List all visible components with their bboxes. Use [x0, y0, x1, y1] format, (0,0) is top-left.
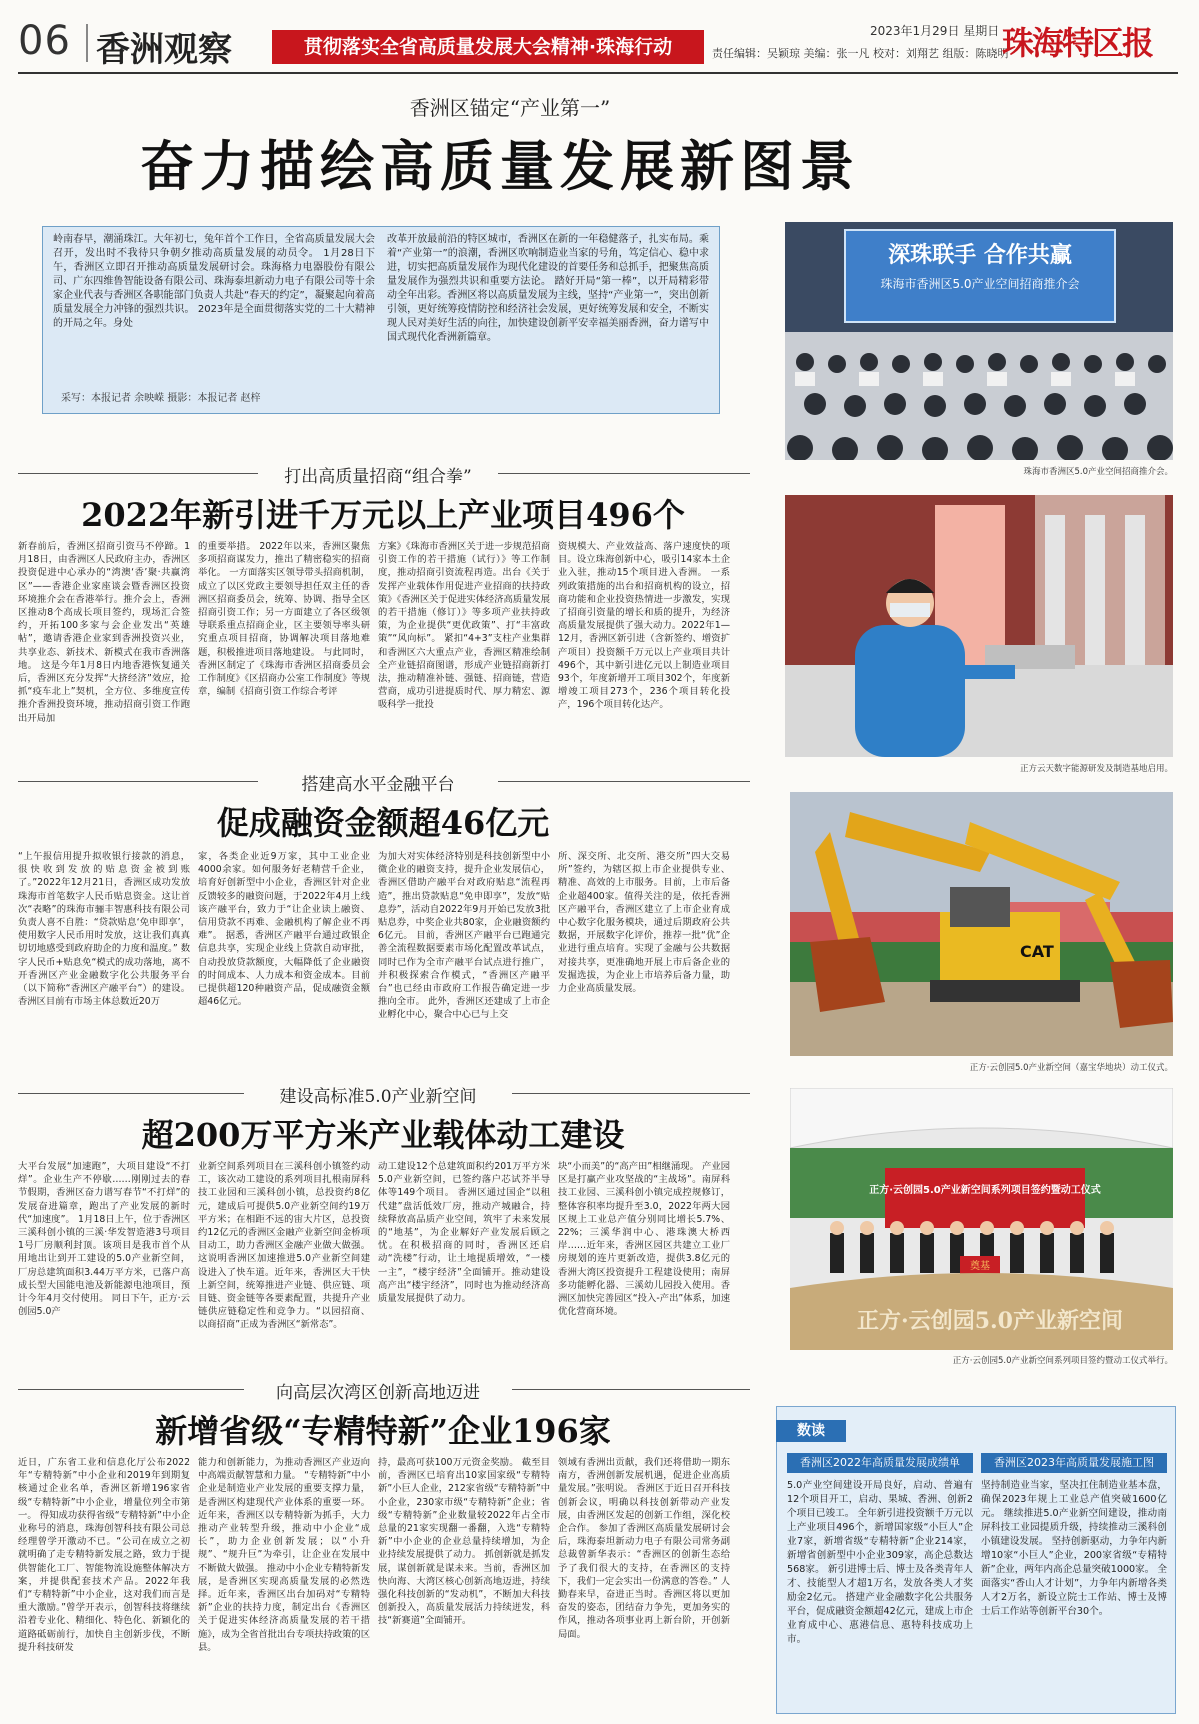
newspaper-logo: 珠海特区报: [1002, 24, 1153, 62]
sec3-kicker: 建设高标准5.0产业新空间: [279, 1087, 477, 1107]
sec3-column-3: 动工建设12个总建筑面积约201万平方米5.0产业新空间，已签约落户芯试芥半导体等149个项目。 香洲区通过国企“以租代建”盘活低效厂房，推动产城融合，持续释放高品质产业空间，筑牢了未来发展的“地基”，为企业解好产业发展后顾之忧。在积极招商的同时，香洲区还启动“洗楼”行动，让土地提质增效，“一楼一主”，“楼宇经济”全面铺开。推动建设高产出“楼宇经济”，同时也为推动经济高质量发展提供了动力。: [378, 1161, 550, 1305]
editor-credits: 责任编辑：吴颖琼 美编：张一凡 校对：刘翔艺 组版：陈晓明: [712, 47, 1009, 60]
sec2-column-2: 家，各类企业近9万家，其中工业企业4000余家。如何服务好老精营千企业，培育好创新型中小企业，香洲区针对企业反馈较多的融资问题，于2022年4月上线该产融平台，致力于“让企业读上融资、信用贷款不再难、金融机构了解企业不再难”。 据悉，香洲区产融平台通过政银企信息共享，实现企业线上贷款自动审批，自动投放贷款额度，大幅降低了企业融资的时间成本、人力成本和资金成本。目前已提供超120种融资产品，促成融资金额超46亿元。: [198, 851, 370, 1008]
sec3-column-2: 业新空间系列项目在三溪科创小镇签约动工，该次动工建设的系列项目扎根南屏科技工业园和三溪科创小镇，总投资约8亿元，建成后可提供5.0产业新空间约19万平方米；在相距不远的宙大片区，总投资约12亿元的香洲区金融产业新空间金桥项目动工，助力香洲区金融产业做大做强。 这说明香洲区加速推进5.0产业新空间建设进入了快车道。近年来，香洲区大干快上新空间，统筹推进产业链、供应链、项目链、资金链等各要素配置，共提升产业链供应链稳定性和竞争力。“以园招商、以商招商”正成为香洲区“新常态”。: [198, 1161, 370, 1331]
photo1-caption: 珠海市香洲区5.0产业空间招商推介会。: [1023, 467, 1173, 477]
ceremony-illustration: [790, 1088, 1173, 1350]
sec1-column-3: 方案》《珠海市香洲区关于进一步规范招商引资工作的若干措施（试行）》等工作制度，推动招商引资流程再造。出台《关于发挥产业载体作用促进产业招商的扶持政策》《香洲区关于促进实体经济高质量发展的若干措施（修订）》等多项产业扶持政策，为企业提供“更优政策”、打“丰富政策”“风向标”。 紧扣“4+3”支柱产业集群和香洲区六大重点产业，香洲区精准绘制全产业链招商图谱，形成产业链招商新打法，推动精准补链、强链、招商链，营造营商，成功引进提质时代、厚力精宏、源吸科学一批投: [378, 541, 550, 711]
sidebar-box1-text: 5.0产业空间建设开局良好，启动、普遍有12个项目开工，启动、果城、香洲、创新2个项目已竣工。 全年新引进投资额千万元以上产业项目496个，新增国家级“小巨人”企业7家，新增省级“专精特新”企业214家，新增省创新型中小企业309家，高企总数达568家。 新引进博士后、博士及各类青年人才、技能型人才超1万名，发放各类人才奖励金2亿元。 搭建产业金融数字化公共服务平台，促成融资金额超42亿元，建成上市企业育成中心、惠港信息、惠特科技成功上市。: [787, 1480, 973, 1645]
sec3-rule-right: [512, 1093, 750, 1094]
sec1-kicker: 打出高质量招商“组合拳”: [284, 467, 472, 487]
sec2-column-1: “上午报信用提升拟收银行接款的消息，很快收到发放的贴息资金被到账了。”2022年12月21日，香洲区成功发放珠海市首笔数字人民币贴息资金。这让首次“表略”的珠海市骊丰智惠科技有限公司负责人喜不自胜：“贷款贴息‘免申即享’，使用数字人民币用时发放，这让我们真真切切地感受到政府助企的力度和温度。” 数字人民币+贴息免“模式的成功落地，离不开香洲区产业金融数字化公共服务平台（以下简称“香洲区产融平台”）的建设。香洲区目前有市场主体总数近20万: [18, 851, 190, 1008]
excavator-illustration: [790, 792, 1173, 1056]
sec4-rule-right: [512, 1389, 750, 1390]
sec4-column-1: 近日，广东省工业和信息化厅公布2022年“专精特新”中小企业和2019年到期复核通过企业名单，香洲区新增196家省级“专精特新”中小企业，增量位列全市第一。 得知成功获得省级“专精特新”中小企业称号的消息，珠海创智科技有限公司总经理曾学开激动不已。“公司在成立之初就明确了走专精特新发展之路，致力于提供智能化工厂、智能物流设施整体解决方案，并提供配套技术产品。2022年我们“专精特新”中小企业，这对我们而言是重大激励。”曾学开表示，创智科技将继续沿着专业化、精细化、特色化、新颖化的道路砥砺前行，加快自主创新步伐，不断提升科技研发: [18, 1457, 190, 1653]
photo-signing-ceremony: [790, 1088, 1173, 1350]
sec4-kicker: 向高层次湾区创新高地迈进: [276, 1383, 480, 1403]
top-kicker: 香洲区锚定“产业第一”: [409, 96, 611, 120]
sec3-column-1: 大平台发展“加速跑”，大项目建设“不打烊”。企业生产不停歇……刚刚过去的春节假期，香洲区奋力谱写春节“不打烊”的发展奋进篇章，跑出了产业发展的新时代“加速度”。 1月18日上午，位于香洲区三溪科创小镇的三溪·华发智造港3号项目1号厂房顺利封顶。该项目是我市首个从用地出让到开工建设的5.0产业新空间，厂房总建筑面积3.44万平方米，已落户高成长型大国能电池及新能源电池项目，预计今年4月交付使用。 同日下午，正方·云创园5.0产: [18, 1161, 190, 1318]
lab-illustration: [785, 495, 1173, 757]
sec1-column-1: 新春前后，香洲区招商引资马不停蹄。1月18日，由香洲区人民政府主办，香洲区投资促进中心承办的“湾澳‘香’聚·共赢湾区”——香港企业家座谈会暨香洲区投资环境推介会在香港举行。推介会上，香洲区推动8个高成长项目签约，现场汇合签约，开拓100多家与会企业发出“英雄帖”，邀请香港企业家到香洲投资兴业，共享业态、新技术、新模式在我市香洲落地。 这是今年1月8日内地香港恢复通关后，香洲区充分发挥“大挤经济”效应，抢抓“疫车北上”契机，全方位、多维度宣传推介香洲投资环境，推动招商引资工作跑出开局加: [18, 541, 190, 724]
theme-banner: 贯彻落实全省高质量发展大会精神·珠海行动: [272, 30, 704, 64]
photo-investment-conference: [785, 222, 1173, 460]
sec3-column-4: 块“小而美”的“高产田”相继涌现。 产业园区是打赢产业攻坚战的“主战场”。南屏科技工业园、三溪科创小镇完成控规修订，整体容积率均提升至3.0，2022年两大园区规上工业总产值分别同比增长5.7%、22%；三溪华润中心、港珠澳大桥西岸……近年来，香洲区园区共建立工业厂房规划的连片更新改造，提供3.8亿元的香洲大湾区投资提升工程建设使用；南屏多功能孵化器、三溪幼儿园投入使用。香洲区加快完善园区“投入-产出”体系，加速优化营商环境。: [558, 1161, 730, 1318]
sec1-column-4: 资规模大、产业效益高、落户速度快的项目。设立珠海创新中心，吸引14家本土企业入驻，推动15个项目进入香洲。 一系列政策措施的出台和招商机构的设立，招商功能和企业投资热情进一步激发，实现了招商引资量的增长和质的提升，为经济高质量发展提供了强大动力。2022年1—12月，香洲区新引进（含新签约、增资扩产项目）投资额千万元以上产业项目共计496个，其中新引进亿元以上制造业项目93个，年度新增开工项目302个，年度新增竣工项目273个，236个项目转化投产，196个项目转化达产。: [558, 541, 730, 711]
sec4-column-3: 持，最高可获100万元资金奖励。 截至目前，香洲区已培育出10家国家级“专精特新”小巨人企业，212家省级“专精特新”中小企业，230家市级“专精特新”企业；省级“专精特新”企业数量较2022年占全市总量的21家实现翻一番翻，入选“专精特新”中小企业的企业总量持续增加，为企业持续发展提供了动力。 抓创新就是抓发展，谋创新就是谋未来。当前，香洲区加快向海、大湾区核心创新高地迈进，持续强化科技创新的“发动机”，不断加大科技创新投入，高质量发展活力持续迸发，科技“新赛道”全面铺开。: [378, 1457, 550, 1627]
sec4-column-2: 能力和创新能力，为推动香洲区产业迈向中高端贡献智慧和力量。 “专精特新”中小企业是制造业产业发展的重要支撑力量，是香洲区构建现代产业体系的重要一环。近年来，香洲区以专精特新为抓手，大力推动产业转型升级，推动中小企业“成长”，助力企业创新发展；以“小升规”、“规升巨”为牵引，让企业在发展中不断做大做强。 推动中小企业专精特新发展，是香洲区实现高质量发展的必然选择。近年来，香洲区出台加码对“专精特新”企业的扶持力度，制定出台《香洲区关于促进实体经济高质量发展的若干措施》，成为全省首批出台专项扶持政策的区县。: [198, 1457, 370, 1653]
data-sidebar: [776, 1406, 1176, 1714]
sec4-column-4: 领域有香洲出贡献，我们还将借助一期东南方，香洲创新发展机遇，促进企业高质量发展。”张明说。 香洲区于近日召开科技创新会议，明确以科技创新带动产业发展，由香洲区发起的创新工作组，深化校企合作。 参加了香洲区高质量发展研讨会后，珠海泰坦新动力电子有限公司常务副总裁曾新华表示：“香洲区的创新生态给予了我们很大的支持，在香洲区的支持下，我们一定会实出一份满意的答卷。” 人勤春来早，奋进正当时。香洲区将以更加奋发的姿态，团结奋力争先，更加务实的作风，推动各项事业再上新台阶，开创新局面。: [558, 1457, 730, 1640]
sec3-headline: 超200万平方米产业载体动工建设: [141, 1116, 625, 1154]
cat-logo-text: CAT: [1020, 942, 1054, 961]
photo3-caption: 正方·云创园5.0产业新空间（嘉宝华地块）动工仪式。: [969, 1063, 1173, 1073]
sec1-headline: 2022年新引进千万元以上产业项目496个: [81, 496, 685, 534]
banner1-line1: 深珠联手 合作共赢: [888, 242, 1072, 268]
byline: 采写：本报记者 余映嵘 摄影：本报记者 赵梓: [61, 393, 261, 404]
sidebar-tab: 数读: [776, 1420, 846, 1442]
banner4-ground-text: 正方·云创园5.0产业新空间: [857, 1308, 1123, 1334]
sec4-headline: 新增省级“专精特新”企业196家: [155, 1412, 611, 1450]
sec1-rule-left: [18, 473, 258, 474]
issue-date: 2023年1月29日 星期日: [870, 24, 1000, 38]
photo2-caption: 正方云天数字能源研发及制造基地启用。: [1019, 764, 1173, 774]
banner4-plaque: 奠基: [970, 1261, 990, 1272]
sec2-rule-left: [18, 781, 258, 782]
photo4-caption: 正方·云创园5.0产业新空间系列项目签约暨动工仪式举行。: [952, 1356, 1173, 1366]
sec2-rule-right: [498, 781, 750, 782]
sec2-kicker: 搭建高水平金融平台: [301, 775, 455, 795]
photo-groundbreaking-excavators: [790, 792, 1173, 1056]
sec4-rule-left: [18, 1389, 244, 1390]
banner1-line2: 珠海市香洲区5.0产业空间招商推介会: [880, 277, 1080, 291]
sidebar-box2-title: 香洲区2023年高质量发展施工图: [981, 1453, 1167, 1473]
page-number: 06: [18, 18, 71, 64]
sidebar-box2-text: 坚持制造业当家，坚决扛住制造业基本盘，确保2023年规上工业总产值突破1600亿元。 继续推进5.0产业新空间建设，推动南屏科技工业园提质升级，持续推动三溪科创小镇建设发展。 坚持创新驱动，力争年内新增10家“小巨人”企业，200家省级“专精特新”企业，两年内高企总量突破1000家。 全面落实“香山人才计划”，力争年内新增各类人才2万名，新设立院士工作站、博士及博士后工作站等创新平台30个。: [981, 1480, 1167, 1617]
masthead-divider: [86, 24, 88, 62]
sec2-column-3: 为加大对实体经济特别是科技创新型中小微企业的融资支持，提升企业发展信心，香洲区借助产融平台对政府贴息“流程再造”，推出贷款贴息“免申即享”，发放“贴息券”，活动自2022年9月开始已发放3批贴息券，中奖企业共80家，企业融资额约6亿元。 目前，香洲区产融平台已跑通完善全流程数据要素市场化配置改革试点，同时已作为全市产融平台试点进行推广，并积极探索合作模式，“香洲区产融平台”也已经由市政府工作报告确定进一步推向全市。 此外，香洲区还建成了上市企业孵化中心，聚合中心已与上交: [378, 851, 550, 1021]
sec2-headline: 促成融资金额超46亿元: [216, 804, 550, 842]
sec1-column-2: 的重要举措。 2022年以来，香洲区聚焦多项招商谋发力，推出了精密稳实的招商举化。 一方面落实区领导带头招商机制，成立了以区党政主要领导担任双主任的香洲区招商委员会，统筹、协调、指导全区招商引资工作；另一方面建立了各区级领导联系重点招商企业，区主要领导率头研究重点项目招商，协调解决项目落地难题，积极推进项目落地建设。 与此同时，香洲区制定了《珠海市香洲区招商委员会工作制度》《区招商办公室工作制度》等规章，编制《招商引资工作综合考评: [198, 541, 370, 698]
masthead-rule: [18, 72, 1178, 74]
photo-energy-lab: [785, 495, 1173, 757]
intro-column-1: 岭南春早，潮涌珠江。大年初七，兔年首个工作日，全省高质量发展大会召开，发出时不我待只争朝夕推动高质量发展的动员令。 1月28日下午，香洲区立即召开推动高质量发展研讨会。珠海格力电器股份有限公司、广东四维鲁智能设备有限公司、珠海泰坦新动力电子有限公司等十余家企业代表与香洲区各职能部门负责人共赴“春天的约定”，凝聚起向着高质量发展全力冲锋的强烈共识。 2023年是全面贯彻落实党的二十大精神的开局之年。身处: [53, 234, 375, 329]
top-headline: 奋力描绘高质量发展新图景: [140, 134, 860, 198]
sec1-rule-right: [498, 473, 750, 474]
sec3-rule-left: [18, 1093, 244, 1094]
intro-box: [42, 226, 720, 414]
sec2-column-4: 所、深交所、北交所、港交所”四大交易所”签约，为辖区拟上市企业提供专业、精准、高效的上市服务。目前，上市后备企业超400家。值得关注的是，依托香洲区产融平台，香洲区建立了上市企业育成中心数字化服务模块，通过后期政府公共数据，开展数字化评价，推荐一批“优”企业进行重点培育。实现了金融与公共数据对接共享，更准确地开展上市后备企业的发掘选拔，为企业上市培养后备力量，助力企业高质量发展。: [558, 851, 730, 995]
sidebar-box1-title: 香洲区2022年高质量发展成绩单: [787, 1453, 973, 1473]
section-name: 香洲观察: [96, 30, 232, 70]
conference-illustration: [785, 222, 1173, 460]
intro-column-2: 改革开放最前沿的特区城市，香洲区在新的一年稳健落子，扎实布局。乘着“产业第一”的浪潮，香洲区吹响制造业当家的号角，笃定信心、稳中求进，切实把高质量发展作为现代化建设的首要任务和总抓手，把聚焦高质量发展作为强烈共识和重要方法论。 踏好开局“第一棒”，以开局精彩带动全年出彩。香洲区将以高质量发展为主线，坚持“产业第一”，突出创新引领，更好统筹疫情防控和经济社会发展，更好统筹发展和安全，不断实现人民对美好生活的向往，加快建设创新平安幸福美丽香洲，奋力谱写中国式现代化香洲新篇章。: [387, 234, 709, 343]
banner4-title: 正方·云创园5.0产业新空间系列项目签约暨动工仪式: [869, 1185, 1101, 1196]
